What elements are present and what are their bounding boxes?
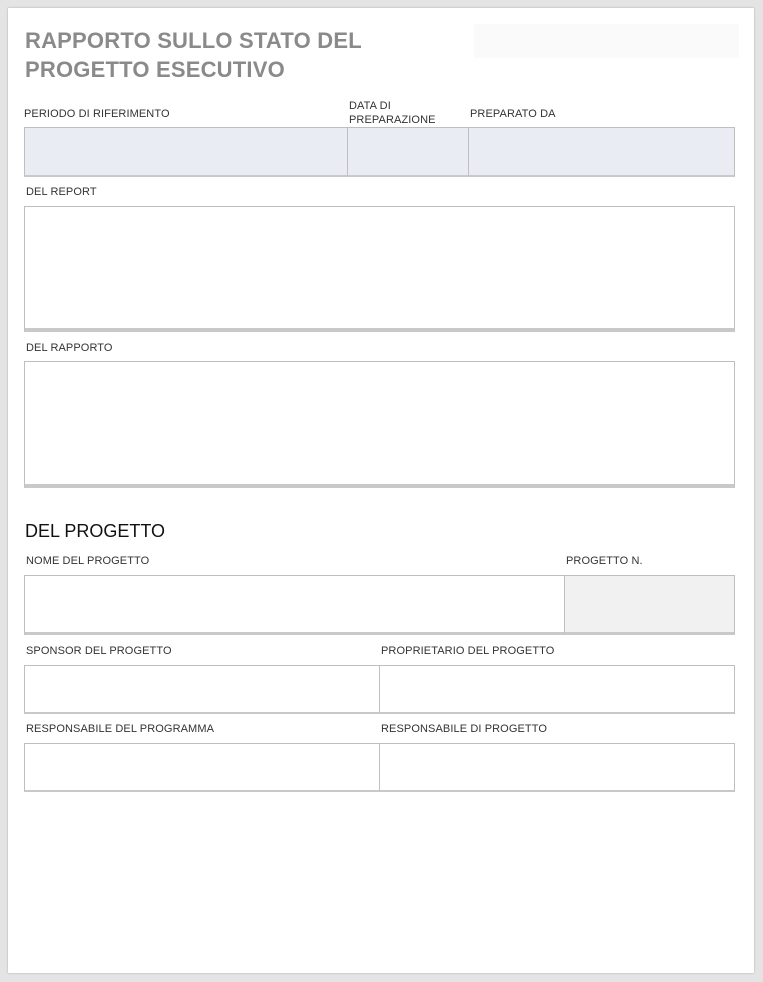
project-number-label: PROGETTO N.	[566, 555, 643, 567]
prep-date-field[interactable]	[347, 127, 469, 177]
report-textarea[interactable]	[24, 206, 735, 332]
project-name-label: NOME DEL PROGETTO	[26, 555, 150, 567]
prepared-by-field[interactable]	[468, 127, 735, 177]
project-name-field[interactable]	[24, 575, 565, 635]
project-manager-field[interactable]	[379, 743, 735, 792]
prep-date-label-line-2: PREPARAZIONE	[349, 114, 436, 126]
owner-field[interactable]	[379, 665, 735, 714]
logo-placeholder	[474, 24, 739, 58]
program-manager-field[interactable]	[24, 743, 380, 792]
project-section-title: DEL PROGETTO	[25, 521, 166, 541]
page-title	[25, 26, 385, 84]
rapporto-textarea[interactable]	[24, 361, 735, 488]
owner-label: PROPRIETARIO DEL PROGETTO	[381, 645, 555, 657]
prep-date-label-line-1: DATA DI	[349, 100, 391, 112]
report-label: DEL REPORT	[26, 186, 97, 198]
prepared-by-label: PREPARATO DA	[470, 108, 556, 120]
project-number-field[interactable]	[564, 575, 735, 635]
title-line-2: PROGETTO ESECUTIVO	[25, 57, 285, 82]
program-manager-label: RESPONSABILE DEL PROGRAMMA	[26, 723, 215, 735]
document-page	[8, 8, 754, 973]
sponsor-field[interactable]	[24, 665, 380, 714]
prep-date-label	[349, 99, 436, 127]
project-manager-label: RESPONSABILE DI PROGETTO	[381, 723, 548, 735]
sponsor-label: SPONSOR DEL PROGETTO	[26, 645, 172, 657]
rapporto-label: DEL RAPPORTO	[26, 342, 113, 354]
period-label: PERIODO DI RIFERIMENTO	[24, 108, 170, 120]
title-line-1: RAPPORTO SULLO STATO DEL	[25, 28, 362, 53]
period-field[interactable]	[24, 127, 348, 177]
